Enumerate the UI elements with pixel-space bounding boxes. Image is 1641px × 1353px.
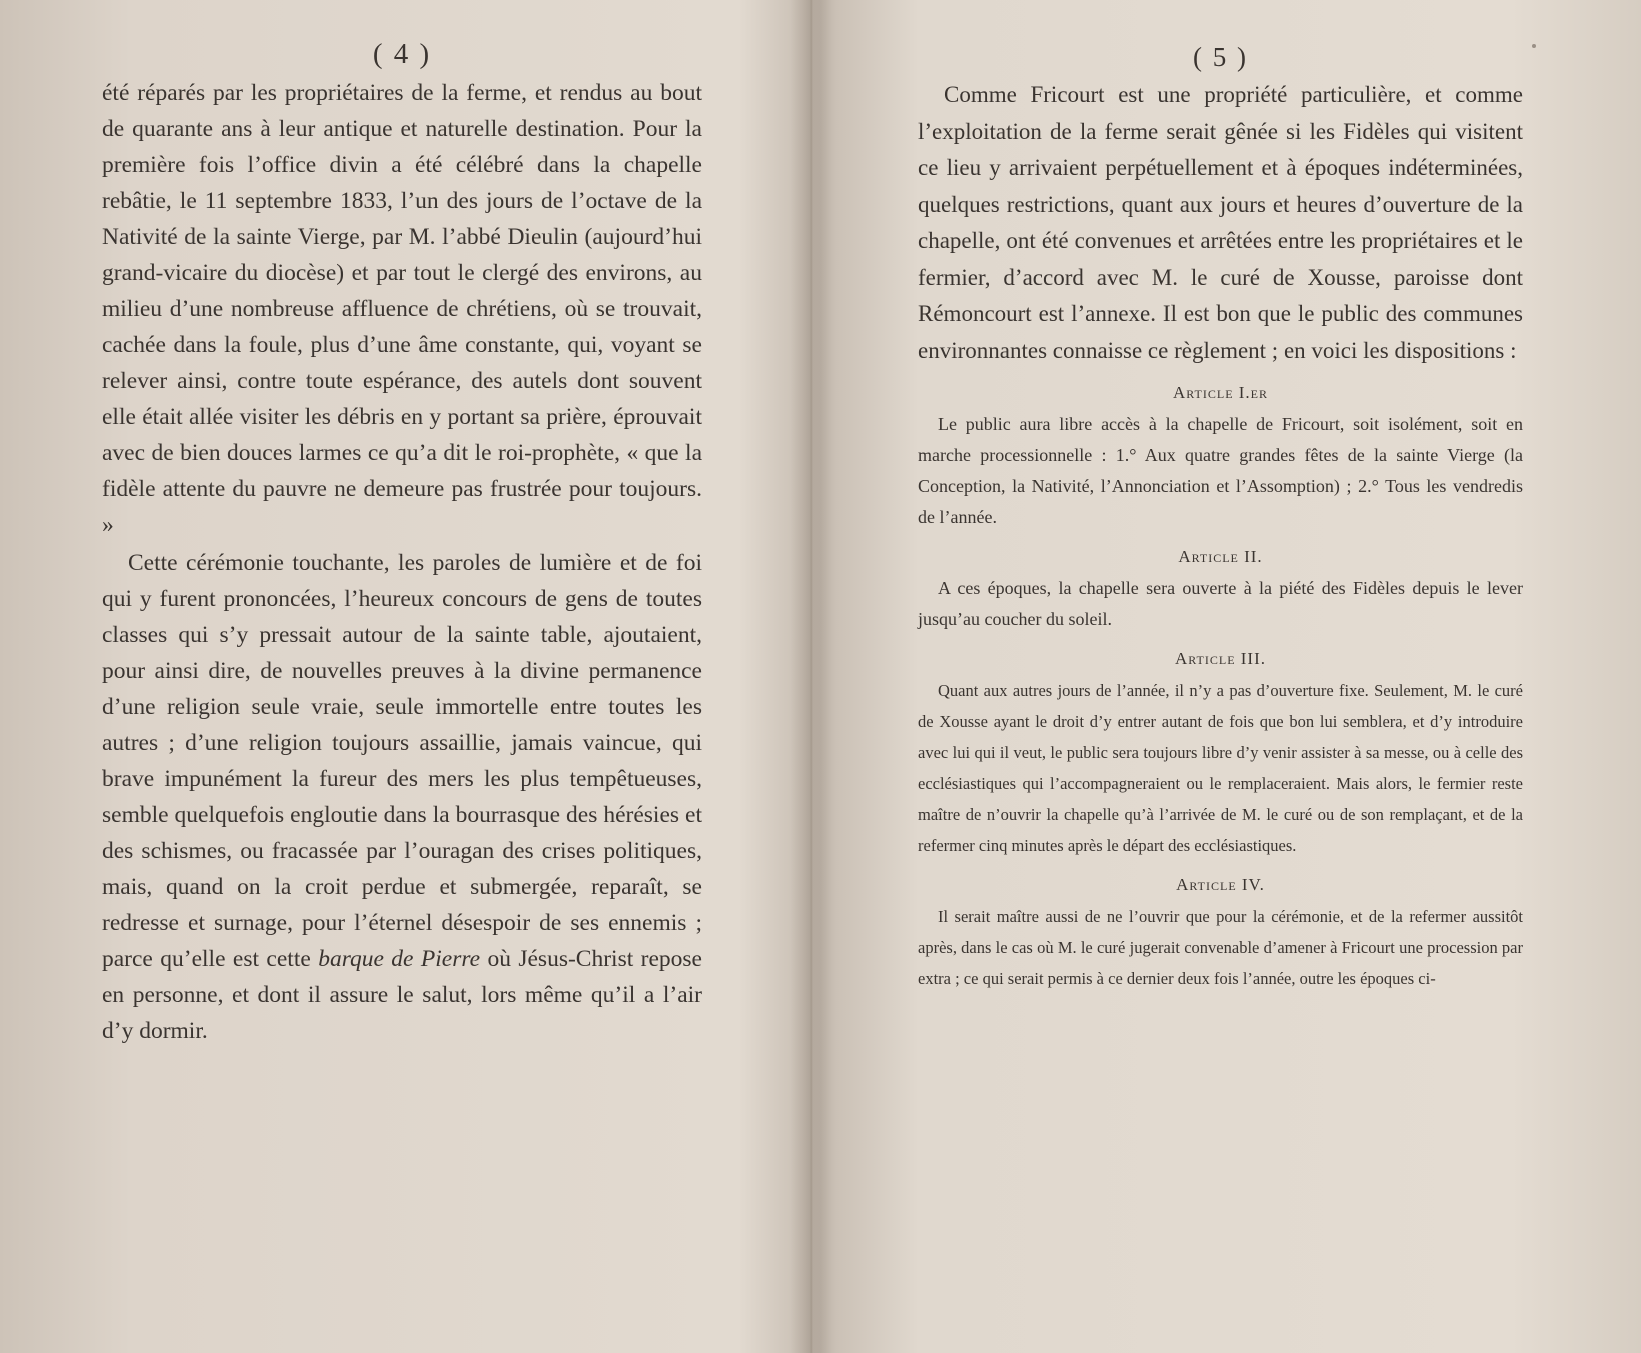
article-3-text: Quant aux autres jours de l’année, il n’y a pas d’ouverture fixe. Seulement, M. le curé de Xousse ayant le droit d’y entrer autant de fois que bon lui semblera, et d’y introduire avec lui qui il veut, le public sera toujours libre d’y venir assister à sa messe, ou à celle des ecclésiastiques qui l’accompagneraient ou le remplaceraient. Mais alors, le fermier reste maître de n’ouvrir la chapelle qu’à l’arrivée de M. le curé ou de son remplaçant, et de la refermer cinq minutes après le départ des ecclésiastiques. [918, 681, 1523, 855]
book-gutter [790, 0, 832, 1353]
article-4-heading: Article IV. [1176, 875, 1265, 894]
article-3-heading: Article III. [1174, 649, 1267, 668]
page-number-left: ( 4 ) [372, 38, 432, 70]
article-4-text: Il serait maître aussi de ne l’ouvrir que pour la cérémonie, et de la refermer aussitôt après, dans le cas où M. le curé jugerait convenable d’amener à Fricourt une procession par extra ; ce qui serait permis à ce dernier deux fois l’année, outre les époques ci- [918, 907, 1523, 988]
article-2-heading: Article II. [1178, 547, 1263, 566]
article-1-text: Le public aura libre accès à la chapelle de Fricourt, soit isolément, soit en marche processionnelle : 1.° Aux quatre grandes fêtes de la sainte Vierge (la Conception, la Nativité, l’Annonciation et l’Assomption) ; 2.° Tous les vendredis de l’année. [918, 414, 1523, 527]
right-intro-paragraph: Comme Fricourt est une propriété particulière, et comme l’exploitation de la ferme serait gênée si les Fidèles qui visitent ce lieu y arrivaient perpétuellement et à époques indéterminées, quelques restrictions, quant aux jours et heures d’ouverture de la chapelle, ont été convenues et arrêtées entre les propriétaires et le fermier, d’accord avec M. le curé de Xousse, paroisse dont Rémoncourt est l’annexe. Il est bon que le public des communes environnantes connaisse ce règlement ; en voici les dispositions : [918, 82, 1523, 363]
article-1-heading: Article I.er [1172, 383, 1269, 402]
left-paragraph-2-italic: barque de Pierre [318, 946, 481, 972]
left-paragraph-2-part-1: Cette cérémonie touchante, les paroles de lumière et de foi qui y furent prononcées, l’heureux concours de gens de toutes classes qui s’y pressait autour de la sainte table, ajoutaient, pour ainsi dire, de nouvelles preuves à la divine permanence d’une religion seule vraie, seule immortelle entre toutes les autres ; d’une religion toujours assaillie, jamais vaincue, qui brave impunément la fureur des mers les plus tempêtueuses, semble quelquefois engloutie dans la bourrasque des hérésies et des schismes, ou fracassée par l’ouragan des crises politiques, mais, quand on la croit perdue et submergée, reparaît, se redresse et surnage, pour l’éternel désespoir de ses ennemis ; parce qu’elle est cette [102, 550, 702, 972]
article-2-text: A ces époques, la chapelle sera ouverte à la piété des Fidèles depuis le lever jusqu’au coucher du soleil. [918, 578, 1523, 629]
left-paragraph-2-part-2: où Jésus-Christ repose en personne, et dont il assure le salut, lors même qu’il a l’air d’y dormir. [102, 946, 702, 1044]
left-paragraph-1: été réparés par les propriétaires de la ferme, et rendus au bout de quarante ans à leur antique et naturelle destination. Pour la première fois l’office divin a été célébré dans la chapelle rebâtie, le 11 septembre 1833, l’un des jours de l’octave de la Nativité de la sainte Vierge, par M. l’abbé Dieulin (aujourd’hui grand-vicaire du diocèse) et par tout le clergé des environs, au milieu d’une nombreuse affluence de chrétiens, où se trouvait, cachée dans la foule, plus d’une âme constante, qui, voyant se relever ainsi, contre toute espérance, des autels dont souvent elle était allée visiter les débris en y portant sa prière, éprouvait avec de bien douces larmes ce qu’a dit le roi-prophète, « que la fidèle attente du pauvre ne demeure pas frustrée pour toujours. » [102, 80, 702, 538]
left-paragraph-2 [102, 545, 702, 1049]
left-page [0, 0, 810, 1353]
right-page [810, 0, 1641, 1353]
paper-speck [1532, 44, 1536, 48]
page-number-right: ( 5 ) [1193, 42, 1248, 72]
